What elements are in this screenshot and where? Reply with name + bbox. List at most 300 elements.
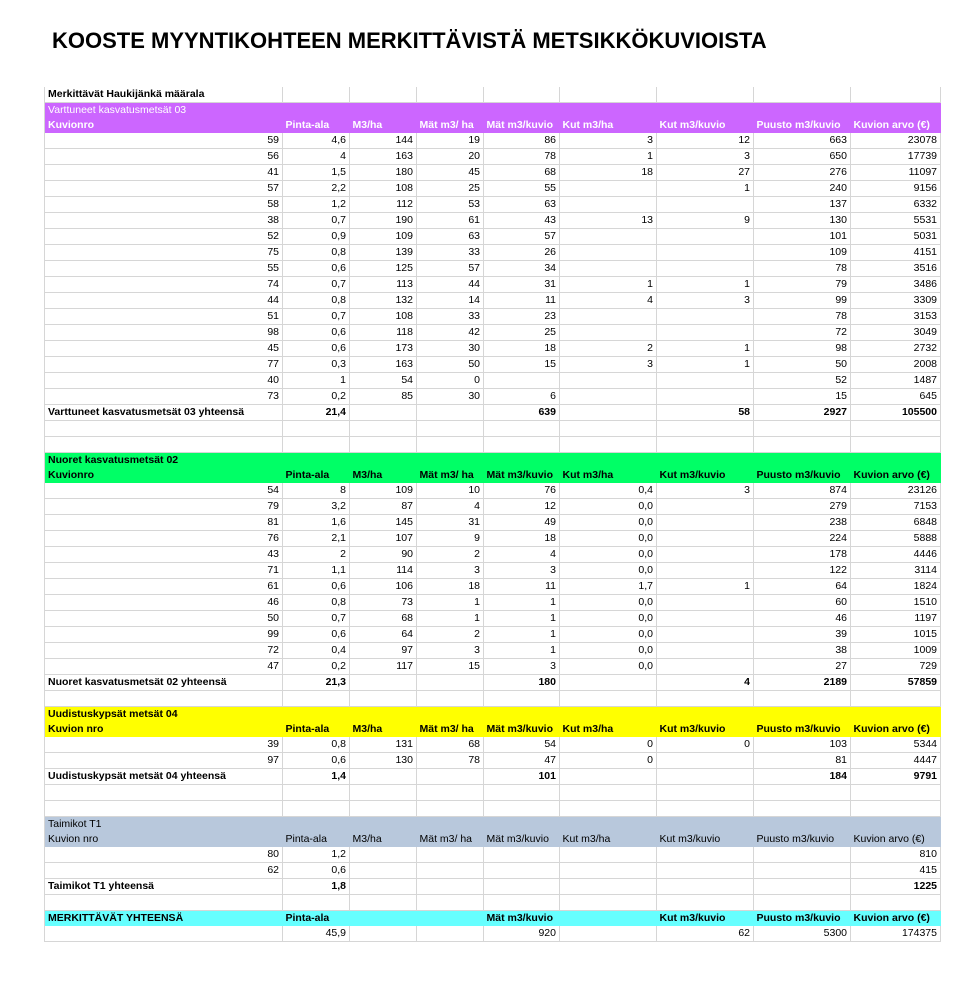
- table-cell[interactable]: 99: [45, 627, 283, 643]
- column-header-cell[interactable]: Kut m3/kuvio: [657, 832, 754, 847]
- table-cell[interactable]: 103: [754, 737, 851, 753]
- table-cell[interactable]: [560, 325, 657, 341]
- table-cell[interactable]: 2008: [851, 357, 941, 373]
- column-header-cell[interactable]: Kut m3/kuvio: [657, 118, 754, 133]
- section-title-cell[interactable]: [417, 453, 484, 469]
- table-cell[interactable]: 144: [350, 133, 417, 149]
- table-cell[interactable]: 190: [350, 213, 417, 229]
- table-cell[interactable]: 50: [754, 357, 851, 373]
- column-header-cell[interactable]: Kut m3/ha: [560, 832, 657, 847]
- table-cell[interactable]: 19: [417, 133, 484, 149]
- table-cell[interactable]: 63: [484, 197, 560, 213]
- sheet-label-cell[interactable]: [754, 87, 851, 103]
- column-header-cell[interactable]: Kuvion nro: [45, 722, 283, 737]
- table-cell[interactable]: 2: [560, 341, 657, 357]
- total-cell[interactable]: Uudistuskypsät metsät 04 yhteensä: [45, 769, 283, 785]
- table-cell[interactable]: 0,6: [283, 627, 350, 643]
- table-cell[interactable]: 5031: [851, 229, 941, 245]
- total-cell[interactable]: 9791: [851, 769, 941, 785]
- table-cell[interactable]: 33: [417, 309, 484, 325]
- table-cell[interactable]: 81: [754, 753, 851, 769]
- section-title-cell[interactable]: [754, 103, 851, 119]
- column-header-cell[interactable]: Puusto m3/kuvio: [754, 722, 851, 737]
- table-cell[interactable]: 132: [350, 293, 417, 309]
- table-cell[interactable]: [560, 389, 657, 405]
- table-cell[interactable]: 15: [484, 357, 560, 373]
- table-cell[interactable]: 874: [754, 483, 851, 499]
- table-cell[interactable]: 68: [484, 165, 560, 181]
- table-cell[interactable]: 107: [350, 531, 417, 547]
- grand-total-cell[interactable]: [45, 926, 283, 942]
- table-cell[interactable]: 1197: [851, 611, 941, 627]
- table-cell[interactable]: [484, 373, 560, 389]
- section-title-cell[interactable]: [657, 817, 754, 833]
- table-cell[interactable]: [754, 847, 851, 863]
- table-cell[interactable]: 0,0: [560, 499, 657, 515]
- total-cell[interactable]: [350, 769, 417, 785]
- table-cell[interactable]: [657, 531, 754, 547]
- grand-total-header-cell[interactable]: [350, 911, 417, 927]
- table-cell[interactable]: 7153: [851, 499, 941, 515]
- section-title-cell[interactable]: [417, 707, 484, 723]
- table-cell[interactable]: 58: [45, 197, 283, 213]
- grand-total-cell[interactable]: 62: [657, 926, 754, 942]
- empty-cell[interactable]: [560, 895, 657, 911]
- table-cell[interactable]: 72: [45, 643, 283, 659]
- table-cell[interactable]: 68: [350, 611, 417, 627]
- table-cell[interactable]: 2: [417, 547, 484, 563]
- empty-cell[interactable]: [560, 421, 657, 437]
- table-cell[interactable]: 87: [350, 499, 417, 515]
- column-header-cell[interactable]: M3/ha: [350, 722, 417, 737]
- table-cell[interactable]: 109: [350, 483, 417, 499]
- table-cell[interactable]: 11097: [851, 165, 941, 181]
- grand-total-cell[interactable]: 920: [484, 926, 560, 942]
- table-cell[interactable]: 18: [484, 531, 560, 547]
- table-cell[interactable]: 25: [417, 181, 484, 197]
- table-cell[interactable]: [350, 863, 417, 879]
- total-cell[interactable]: Taimikot T1 yhteensä: [45, 879, 283, 895]
- table-cell[interactable]: 0,7: [283, 309, 350, 325]
- table-cell[interactable]: 131: [350, 737, 417, 753]
- total-cell[interactable]: 57859: [851, 675, 941, 691]
- table-cell[interactable]: 0,0: [560, 531, 657, 547]
- table-cell[interactable]: 0,8: [283, 737, 350, 753]
- column-header-cell[interactable]: Kut m3/kuvio: [657, 722, 754, 737]
- table-cell[interactable]: 1510: [851, 595, 941, 611]
- table-cell[interactable]: 729: [851, 659, 941, 675]
- column-header-cell[interactable]: Kuvion nro: [45, 832, 283, 847]
- column-header-cell[interactable]: Kuvion arvo (€): [851, 118, 941, 133]
- table-cell[interactable]: [484, 863, 560, 879]
- table-cell[interactable]: 26: [484, 245, 560, 261]
- empty-cell[interactable]: [560, 801, 657, 817]
- table-cell[interactable]: 51: [45, 309, 283, 325]
- empty-cell[interactable]: [417, 801, 484, 817]
- empty-cell[interactable]: [851, 691, 941, 707]
- total-cell[interactable]: 1225: [851, 879, 941, 895]
- table-cell[interactable]: 97: [350, 643, 417, 659]
- total-cell[interactable]: 101: [484, 769, 560, 785]
- table-cell[interactable]: [560, 229, 657, 245]
- table-cell[interactable]: 3153: [851, 309, 941, 325]
- total-cell[interactable]: [560, 405, 657, 421]
- section-title-cell[interactable]: [657, 707, 754, 723]
- column-header-cell[interactable]: Mät m3/kuvio: [484, 118, 560, 133]
- table-cell[interactable]: 54: [350, 373, 417, 389]
- table-cell[interactable]: 112: [350, 197, 417, 213]
- table-cell[interactable]: 31: [484, 277, 560, 293]
- grand-total-cell[interactable]: 45,9: [283, 926, 350, 942]
- table-cell[interactable]: 74: [45, 277, 283, 293]
- table-cell[interactable]: 1: [484, 643, 560, 659]
- empty-cell[interactable]: [657, 895, 754, 911]
- table-cell[interactable]: 55: [484, 181, 560, 197]
- total-cell[interactable]: [350, 405, 417, 421]
- column-header-cell[interactable]: Mät m3/kuvio: [484, 722, 560, 737]
- table-cell[interactable]: 0,6: [283, 261, 350, 277]
- empty-cell[interactable]: [560, 691, 657, 707]
- empty-cell[interactable]: [851, 801, 941, 817]
- table-cell[interactable]: 130: [754, 213, 851, 229]
- sheet-label-cell[interactable]: [417, 87, 484, 103]
- table-cell[interactable]: [657, 325, 754, 341]
- table-cell[interactable]: 238: [754, 515, 851, 531]
- section-title-cell[interactable]: Uudistuskypsät metsät 04: [45, 707, 283, 723]
- table-cell[interactable]: 63: [417, 229, 484, 245]
- table-cell[interactable]: 6848: [851, 515, 941, 531]
- section-title-cell[interactable]: [754, 453, 851, 469]
- column-header-cell[interactable]: Puusto m3/kuvio: [754, 468, 851, 483]
- empty-cell[interactable]: [417, 437, 484, 453]
- table-cell[interactable]: 81: [45, 515, 283, 531]
- table-cell[interactable]: [417, 863, 484, 879]
- table-cell[interactable]: 98: [45, 325, 283, 341]
- table-cell[interactable]: 163: [350, 149, 417, 165]
- table-cell[interactable]: 1,6: [283, 515, 350, 531]
- empty-cell[interactable]: [851, 895, 941, 911]
- grand-total-cell[interactable]: [560, 926, 657, 942]
- empty-cell[interactable]: [754, 421, 851, 437]
- grand-total-cell[interactable]: 174375: [851, 926, 941, 942]
- section-title-cell[interactable]: Varttuneet kasvatusmetsät 03: [45, 103, 283, 119]
- table-cell[interactable]: 0: [560, 753, 657, 769]
- table-cell[interactable]: 68: [417, 737, 484, 753]
- table-cell[interactable]: 0,9: [283, 229, 350, 245]
- table-cell[interactable]: 9: [657, 213, 754, 229]
- table-cell[interactable]: 1: [417, 611, 484, 627]
- empty-cell[interactable]: [283, 437, 350, 453]
- table-cell[interactable]: [754, 863, 851, 879]
- table-cell[interactable]: 13: [560, 213, 657, 229]
- table-cell[interactable]: 11: [484, 579, 560, 595]
- grand-total-header-cell[interactable]: [417, 911, 484, 927]
- section-title-cell[interactable]: [283, 103, 350, 119]
- table-cell[interactable]: 75: [45, 245, 283, 261]
- table-cell[interactable]: [657, 261, 754, 277]
- table-cell[interactable]: [657, 611, 754, 627]
- table-cell[interactable]: [657, 229, 754, 245]
- empty-cell[interactable]: [657, 785, 754, 801]
- table-cell[interactable]: 3114: [851, 563, 941, 579]
- empty-cell[interactable]: [417, 785, 484, 801]
- table-cell[interactable]: [657, 389, 754, 405]
- empty-cell[interactable]: [283, 895, 350, 911]
- table-cell[interactable]: 279: [754, 499, 851, 515]
- table-cell[interactable]: 54: [45, 483, 283, 499]
- empty-cell[interactable]: [45, 895, 283, 911]
- empty-cell[interactable]: [350, 785, 417, 801]
- table-cell[interactable]: 1009: [851, 643, 941, 659]
- table-cell[interactable]: 64: [754, 579, 851, 595]
- table-cell[interactable]: 46: [754, 611, 851, 627]
- table-cell[interactable]: 0,7: [283, 213, 350, 229]
- empty-cell[interactable]: [484, 437, 560, 453]
- section-title-cell[interactable]: [350, 453, 417, 469]
- total-cell[interactable]: 21,3: [283, 675, 350, 691]
- table-cell[interactable]: 114: [350, 563, 417, 579]
- column-header-cell[interactable]: M3/ha: [350, 832, 417, 847]
- table-cell[interactable]: 78: [417, 753, 484, 769]
- table-cell[interactable]: 0,8: [283, 245, 350, 261]
- table-cell[interactable]: 1,2: [283, 847, 350, 863]
- table-cell[interactable]: 118: [350, 325, 417, 341]
- grand-total-cell[interactable]: [350, 926, 417, 942]
- total-cell[interactable]: 184: [754, 769, 851, 785]
- total-cell[interactable]: 1,4: [283, 769, 350, 785]
- empty-cell[interactable]: [484, 785, 560, 801]
- table-cell[interactable]: 59: [45, 133, 283, 149]
- table-cell[interactable]: 11: [484, 293, 560, 309]
- empty-cell[interactable]: [45, 691, 283, 707]
- empty-cell[interactable]: [657, 691, 754, 707]
- column-header-cell[interactable]: Mät m3/kuvio: [484, 468, 560, 483]
- table-cell[interactable]: 10: [417, 483, 484, 499]
- table-cell[interactable]: 0,0: [560, 547, 657, 563]
- table-cell[interactable]: 101: [754, 229, 851, 245]
- total-cell[interactable]: [657, 879, 754, 895]
- table-cell[interactable]: 62: [45, 863, 283, 879]
- sheet-label-cell[interactable]: [283, 87, 350, 103]
- table-cell[interactable]: [560, 309, 657, 325]
- table-cell[interactable]: 1,1: [283, 563, 350, 579]
- table-cell[interactable]: 125: [350, 261, 417, 277]
- table-cell[interactable]: 178: [754, 547, 851, 563]
- table-cell[interactable]: 0,6: [283, 863, 350, 879]
- section-title-cell[interactable]: [417, 103, 484, 119]
- section-title-cell[interactable]: [560, 453, 657, 469]
- table-cell[interactable]: [560, 373, 657, 389]
- column-header-cell[interactable]: Kut m3/ha: [560, 468, 657, 483]
- grand-total-cell[interactable]: [417, 926, 484, 942]
- table-cell[interactable]: 50: [45, 611, 283, 627]
- empty-cell[interactable]: [350, 895, 417, 911]
- table-cell[interactable]: 4: [484, 547, 560, 563]
- table-cell[interactable]: 173: [350, 341, 417, 357]
- total-cell[interactable]: [417, 769, 484, 785]
- sheet-label-cell[interactable]: [851, 87, 941, 103]
- table-cell[interactable]: [560, 261, 657, 277]
- table-cell[interactable]: 3049: [851, 325, 941, 341]
- total-cell[interactable]: [417, 675, 484, 691]
- empty-cell[interactable]: [560, 785, 657, 801]
- table-cell[interactable]: 1487: [851, 373, 941, 389]
- column-header-cell[interactable]: Kuvion arvo (€): [851, 722, 941, 737]
- table-cell[interactable]: 4: [560, 293, 657, 309]
- table-cell[interactable]: 17739: [851, 149, 941, 165]
- table-cell[interactable]: 18: [560, 165, 657, 181]
- total-cell[interactable]: 21,4: [283, 405, 350, 421]
- column-header-cell[interactable]: Kut m3/ha: [560, 722, 657, 737]
- grand-total-header-cell[interactable]: Puusto m3/kuvio: [754, 911, 851, 927]
- table-cell[interactable]: 3: [484, 659, 560, 675]
- table-cell[interactable]: 0,6: [283, 579, 350, 595]
- table-cell[interactable]: 117: [350, 659, 417, 675]
- table-cell[interactable]: 4,6: [283, 133, 350, 149]
- table-cell[interactable]: 3516: [851, 261, 941, 277]
- column-header-cell[interactable]: Puusto m3/kuvio: [754, 118, 851, 133]
- empty-cell[interactable]: [484, 801, 560, 817]
- table-cell[interactable]: 3,2: [283, 499, 350, 515]
- empty-cell[interactable]: [350, 437, 417, 453]
- table-cell[interactable]: 2: [283, 547, 350, 563]
- table-cell[interactable]: 224: [754, 531, 851, 547]
- table-cell[interactable]: 30: [417, 389, 484, 405]
- empty-cell[interactable]: [560, 437, 657, 453]
- table-cell[interactable]: 1: [417, 595, 484, 611]
- total-cell[interactable]: Varttuneet kasvatusmetsät 03 yhteensä: [45, 405, 283, 421]
- section-title-cell[interactable]: [754, 817, 851, 833]
- table-cell[interactable]: 97: [45, 753, 283, 769]
- table-cell[interactable]: 47: [484, 753, 560, 769]
- table-cell[interactable]: 109: [754, 245, 851, 261]
- table-cell[interactable]: [657, 627, 754, 643]
- table-cell[interactable]: 73: [45, 389, 283, 405]
- table-cell[interactable]: 27: [754, 659, 851, 675]
- table-cell[interactable]: 6332: [851, 197, 941, 213]
- table-cell[interactable]: 0,0: [560, 563, 657, 579]
- table-cell[interactable]: [657, 643, 754, 659]
- table-cell[interactable]: 12: [657, 133, 754, 149]
- empty-cell[interactable]: [851, 785, 941, 801]
- table-cell[interactable]: 45: [45, 341, 283, 357]
- table-cell[interactable]: 61: [417, 213, 484, 229]
- section-title-cell[interactable]: [283, 817, 350, 833]
- table-cell[interactable]: 108: [350, 309, 417, 325]
- table-cell[interactable]: [484, 847, 560, 863]
- empty-cell[interactable]: [657, 801, 754, 817]
- table-cell[interactable]: 0,2: [283, 389, 350, 405]
- empty-cell[interactable]: [484, 895, 560, 911]
- table-cell[interactable]: 1,7: [560, 579, 657, 595]
- table-cell[interactable]: 0,6: [283, 341, 350, 357]
- table-cell[interactable]: 50: [417, 357, 484, 373]
- column-header-cell[interactable]: Pinta-ala: [283, 722, 350, 737]
- table-cell[interactable]: 1015: [851, 627, 941, 643]
- table-cell[interactable]: 0,0: [560, 515, 657, 531]
- table-cell[interactable]: 1: [484, 595, 560, 611]
- empty-cell[interactable]: [657, 437, 754, 453]
- table-cell[interactable]: 3309: [851, 293, 941, 309]
- table-cell[interactable]: 3: [657, 483, 754, 499]
- table-cell[interactable]: 4: [283, 149, 350, 165]
- table-cell[interactable]: 38: [45, 213, 283, 229]
- table-cell[interactable]: 139: [350, 245, 417, 261]
- table-cell[interactable]: 0,3: [283, 357, 350, 373]
- table-cell[interactable]: 663: [754, 133, 851, 149]
- table-cell[interactable]: 76: [484, 483, 560, 499]
- sheet-label-cell[interactable]: Merkittävät Haukijänkä määrala: [45, 87, 283, 103]
- table-cell[interactable]: 113: [350, 277, 417, 293]
- section-title-cell[interactable]: [484, 453, 560, 469]
- table-cell[interactable]: 53: [417, 197, 484, 213]
- table-cell[interactable]: 18: [484, 341, 560, 357]
- empty-cell[interactable]: [417, 421, 484, 437]
- column-header-cell[interactable]: M3/ha: [350, 118, 417, 133]
- table-cell[interactable]: 1: [484, 611, 560, 627]
- empty-cell[interactable]: [851, 421, 941, 437]
- table-cell[interactable]: 0,2: [283, 659, 350, 675]
- table-cell[interactable]: [657, 595, 754, 611]
- table-cell[interactable]: 46: [45, 595, 283, 611]
- table-cell[interactable]: 80: [45, 847, 283, 863]
- table-cell[interactable]: 0,7: [283, 611, 350, 627]
- table-cell[interactable]: [657, 373, 754, 389]
- empty-cell[interactable]: [484, 421, 560, 437]
- section-title-cell[interactable]: [851, 453, 941, 469]
- table-cell[interactable]: 0: [417, 373, 484, 389]
- table-cell[interactable]: 15: [417, 659, 484, 675]
- table-cell[interactable]: 0,6: [283, 325, 350, 341]
- total-cell[interactable]: [350, 675, 417, 691]
- empty-cell[interactable]: [417, 895, 484, 911]
- table-cell[interactable]: 2,2: [283, 181, 350, 197]
- grand-total-header-cell[interactable]: Mät m3/kuvio: [484, 911, 560, 927]
- grand-total-header-cell[interactable]: Pinta-ala: [283, 911, 350, 927]
- table-cell[interactable]: 23: [484, 309, 560, 325]
- table-cell[interactable]: 1: [560, 149, 657, 165]
- table-cell[interactable]: 79: [754, 277, 851, 293]
- sheet-label-cell[interactable]: [560, 87, 657, 103]
- table-cell[interactable]: 130: [350, 753, 417, 769]
- table-cell[interactable]: 56: [45, 149, 283, 165]
- table-cell[interactable]: [560, 847, 657, 863]
- table-cell[interactable]: [657, 197, 754, 213]
- section-title-cell[interactable]: [484, 707, 560, 723]
- table-cell[interactable]: 23078: [851, 133, 941, 149]
- table-cell[interactable]: 5888: [851, 531, 941, 547]
- table-cell[interactable]: 43: [45, 547, 283, 563]
- table-cell[interactable]: 0,0: [560, 627, 657, 643]
- table-cell[interactable]: 0,0: [560, 595, 657, 611]
- table-cell[interactable]: 2732: [851, 341, 941, 357]
- total-cell[interactable]: 2927: [754, 405, 851, 421]
- table-cell[interactable]: 5531: [851, 213, 941, 229]
- table-cell[interactable]: 5344: [851, 737, 941, 753]
- table-cell[interactable]: 52: [45, 229, 283, 245]
- section-title-cell[interactable]: [851, 707, 941, 723]
- table-cell[interactable]: 0,6: [283, 753, 350, 769]
- empty-cell[interactable]: [283, 691, 350, 707]
- table-cell[interactable]: 85: [350, 389, 417, 405]
- table-cell[interactable]: [560, 197, 657, 213]
- table-cell[interactable]: 25: [484, 325, 560, 341]
- table-cell[interactable]: 2: [417, 627, 484, 643]
- table-cell[interactable]: 1: [657, 181, 754, 197]
- table-cell[interactable]: 810: [851, 847, 941, 863]
- section-title-cell[interactable]: [560, 817, 657, 833]
- total-cell[interactable]: 2189: [754, 675, 851, 691]
